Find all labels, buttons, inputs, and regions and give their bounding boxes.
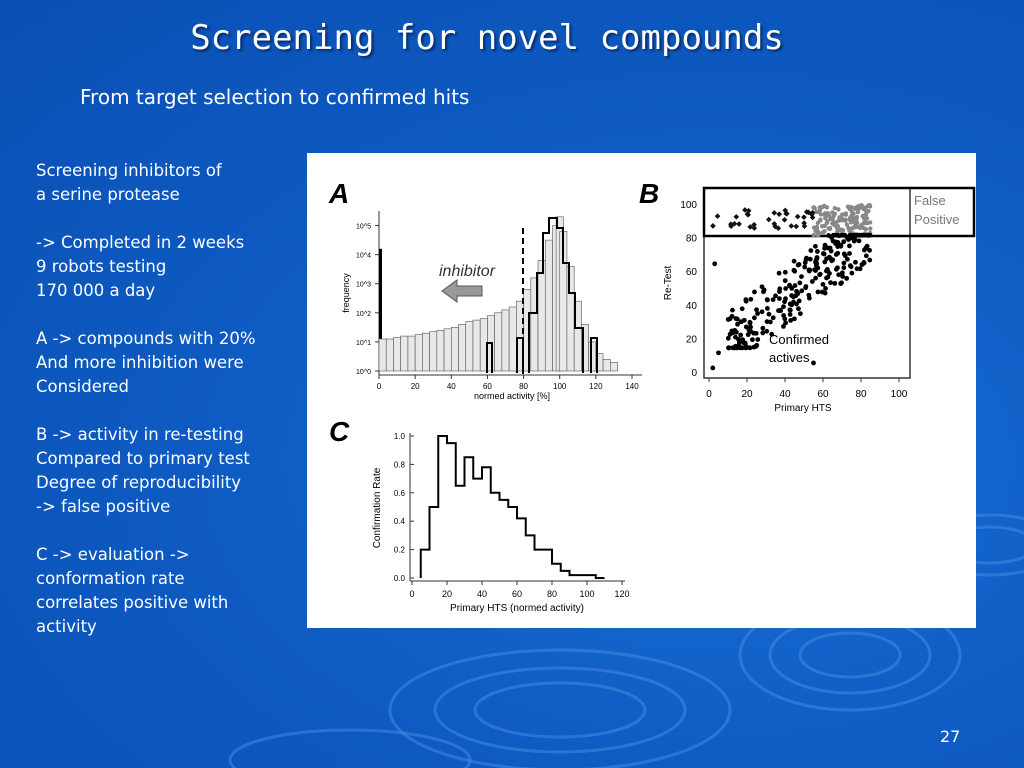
panel-b-point: [801, 214, 807, 220]
panel-b-point: [836, 272, 841, 277]
panel-b-point: [781, 313, 786, 318]
left-text-line: A -> compounds with 20%: [36, 329, 256, 348]
panel-b-point: [796, 263, 801, 268]
panel-b-point: [815, 266, 820, 271]
panel-b-point: [835, 240, 840, 245]
panel-b-point: [778, 308, 783, 313]
panel-b-point: [815, 249, 820, 254]
panel-b-point: [858, 266, 863, 271]
panel-a-xtick-label: 120: [589, 382, 603, 391]
panel-b-xtick-label: 60: [817, 389, 829, 400]
panel-b-point: [715, 213, 721, 219]
panel-b-point: [736, 221, 742, 227]
panel-b-point: [735, 322, 740, 327]
panel-b-point: [796, 306, 801, 311]
panel-b-point: [788, 307, 793, 312]
panel-b-point: [783, 286, 788, 291]
panel-a-xtick-label: 60: [482, 382, 492, 391]
panel-b-point: [849, 264, 854, 269]
panel-b-point: [733, 335, 738, 340]
panel-c-xlabel: Primary HTS (normed activity): [450, 603, 584, 614]
panel-b-point: [838, 244, 843, 249]
panel-b-xtick-label: 40: [779, 389, 791, 400]
panel-c-xtick-label: 0: [409, 589, 415, 599]
panel-a-ylabel: frequency: [341, 273, 351, 313]
panel-a-xtick-label: 40: [446, 382, 456, 391]
left-text-line: 170 000 a day: [36, 281, 156, 300]
panel-b-point: [846, 204, 850, 208]
panel-b-point: [799, 288, 804, 293]
panel-b-point: [844, 211, 848, 215]
panel-b-point: [743, 341, 748, 346]
panel-b-point: [795, 291, 800, 296]
panel-b-point: [802, 265, 807, 270]
panel-a-bar: [466, 322, 473, 371]
panel-b-point: [862, 233, 867, 238]
panel-b-point: [748, 321, 753, 326]
panel-b-point: [834, 267, 839, 272]
panel-b-point: [812, 233, 816, 237]
panel-b-point: [752, 290, 757, 295]
panel-b-xlabel: Primary HTS: [774, 403, 832, 414]
panel-b-point: [710, 223, 716, 229]
panel-b-point: [841, 265, 846, 270]
panel-b-point: [782, 299, 787, 304]
panel-b-point: [855, 215, 859, 219]
panel-b-point: [760, 331, 765, 336]
panel-b-ytick-label: 0: [691, 368, 697, 379]
left-text-line: And more inhibition were: [36, 353, 244, 372]
panel-b-point: [728, 316, 733, 321]
panel-b-point: [771, 315, 776, 320]
left-text-line: Screening inhibitors of: [36, 161, 222, 180]
panel-b-point: [760, 284, 765, 289]
panel-a-xtick-label: 100: [553, 382, 567, 391]
panel-b-point: [740, 306, 745, 311]
panel-b-point: [788, 312, 793, 317]
panel-b-point: [849, 271, 854, 276]
panel-b-point: [862, 221, 866, 225]
panel-b-point: [733, 214, 739, 220]
text-gap: [36, 207, 296, 231]
panel-b-point: [765, 306, 770, 311]
panel-b-point: [811, 361, 816, 366]
panel-b-point: [830, 257, 835, 262]
panel-b-point: [730, 308, 735, 313]
panel-a-ytick-label: 10^4: [356, 252, 371, 260]
panel-b-point: [825, 267, 830, 272]
confirmed-actives-label-2: actives: [769, 350, 810, 365]
panel-c-xtick-label: 60: [511, 589, 523, 599]
slide-title: Screening for novel compounds: [190, 18, 784, 58]
panel-b-point: [793, 224, 799, 230]
panel-b-point: [726, 336, 731, 341]
panel-b-point: [832, 281, 837, 286]
panel-b-point: [783, 270, 788, 275]
panel-c-ytick-label: 0.4: [393, 517, 405, 527]
panel-b-point: [797, 280, 802, 285]
panel-c-step-line: [421, 436, 605, 578]
panel-b-ytick-label: 100: [680, 200, 697, 211]
panel-b-point: [818, 218, 822, 222]
left-text-line: -> Completed in 2 weeks: [36, 233, 245, 252]
panel-a-bar: [408, 336, 415, 371]
panel-b-point: [744, 299, 749, 304]
panel-b-point: [838, 281, 843, 286]
left-text-line: Considered: [36, 377, 129, 396]
panel-a-bar: [538, 260, 545, 371]
panel-b-point: [765, 319, 770, 324]
panel-b-point: [850, 210, 854, 214]
panel-a-bar: [393, 338, 400, 371]
panel-b-point: [804, 257, 809, 262]
panel-b-point: [820, 290, 825, 295]
panel-b-point: [795, 214, 801, 220]
panel-b-point: [868, 226, 872, 230]
panel-a-xtick-label: 80: [519, 382, 529, 391]
panel-b-point: [726, 345, 731, 350]
panel-b-point: [750, 337, 755, 342]
panel-b-point: [752, 315, 757, 320]
page-number: 27: [940, 727, 961, 746]
panel-b-point: [791, 268, 796, 273]
panel-b-point: [845, 257, 850, 262]
left-text-line: C -> evaluation ->: [36, 545, 190, 564]
panel-b-point: [835, 224, 839, 228]
text-gap: [36, 303, 296, 327]
panel-b-point: [847, 244, 852, 249]
panel-b-point: [729, 329, 734, 334]
panel-a-bar: [473, 320, 480, 371]
panel-b-point: [738, 333, 743, 338]
panel-c-ytick-label: 0.6: [393, 488, 405, 498]
panel-b-xtick-label: 0: [706, 389, 712, 400]
panel-b-point: [816, 233, 820, 237]
panel-b-point: [820, 205, 824, 209]
panel-a-bar: [444, 329, 451, 371]
false-positive-label-1: False: [914, 193, 946, 208]
panel-b-point: [842, 252, 847, 257]
panel-a-bar: [459, 324, 466, 371]
panel-b-point: [767, 312, 772, 317]
panel-b-point: [712, 261, 717, 266]
panel-b-point: [827, 213, 831, 217]
panel-b-point: [792, 259, 797, 264]
panel-b-ytick-label: 20: [685, 334, 697, 346]
panel-b-point: [831, 239, 836, 244]
panel-b-point: [864, 227, 868, 231]
panel-b-point: [826, 233, 831, 238]
panel-b-point: [849, 214, 853, 218]
panel-b-point: [781, 304, 786, 309]
panel-b-point: [777, 286, 782, 291]
panel-a-bar: [502, 310, 509, 371]
panel-b-point: [789, 302, 794, 307]
panel-b-point: [868, 233, 873, 238]
panel-b-point: [816, 290, 821, 295]
panel-c-ytick-label: 0.0: [393, 574, 405, 583]
panel-b-point: [835, 251, 840, 256]
panel-b-point: [745, 345, 750, 350]
panel-b-ytick-label: 80: [685, 233, 697, 245]
panel-b-point: [828, 280, 833, 285]
panel-a-ytick-label: 10^1: [356, 339, 371, 347]
panel-b-point: [799, 274, 804, 279]
panel-b-point: [765, 298, 770, 303]
panel-b-point: [836, 207, 840, 211]
left-text-line: activity: [36, 617, 97, 636]
panel-b-point: [831, 221, 835, 225]
panel-b-point: [821, 282, 826, 287]
panel-b-point: [773, 293, 778, 298]
left-text-block: [36, 159, 296, 639]
panel-c-xtick-label: 120: [614, 589, 630, 599]
panel-b-point: [822, 246, 827, 251]
false-positive-label-2: Positive: [914, 212, 960, 227]
panel-b-point: [867, 258, 872, 263]
panel-b-xtick-label: 100: [890, 389, 908, 400]
panel-b-point: [860, 262, 865, 267]
panel-b-point: [836, 218, 840, 222]
left-text-line: a serine protease: [36, 185, 180, 204]
panel-a-annotation: inhibitor: [439, 263, 496, 280]
panel-b-point: [771, 210, 777, 216]
left-text-line: 9 robots testing: [36, 257, 167, 276]
panel-b-point: [868, 220, 872, 224]
panel-b-point: [810, 279, 815, 284]
confirmed-actives-label-1: Confirmed: [769, 332, 829, 347]
panel-b-point: [812, 206, 816, 210]
panel-b-point: [865, 244, 870, 249]
panel-b-point: [825, 275, 830, 280]
panel-b-point: [792, 316, 797, 321]
panel-a-bar: [386, 339, 393, 371]
panel-b-point: [853, 206, 857, 210]
panel-b-point: [844, 276, 849, 281]
panel-b-point: [747, 327, 752, 332]
panel-c-xtick-label: 80: [546, 589, 558, 599]
panel-c-ytick-label: 1.0: [393, 432, 405, 441]
panel-b-ytick-label: 60: [685, 267, 697, 279]
panel-b-point: [822, 260, 827, 265]
panel-b-point: [760, 326, 765, 331]
left-text-line: Degree of reproducibility: [36, 473, 242, 492]
panel-b-point: [845, 235, 850, 240]
panel-b-point: [748, 297, 753, 302]
panel-a-bar: [415, 335, 422, 371]
panel-b-point: [734, 316, 739, 321]
panel-b-point: [710, 366, 715, 371]
panel-a-bar: [610, 362, 617, 371]
panel-b-point: [866, 204, 870, 208]
panel-c-ylabel: Confirmation Rate: [372, 467, 383, 549]
panel-a-bar: [603, 359, 610, 371]
panel-b-point: [831, 233, 836, 238]
panel-a-bar: [451, 327, 458, 371]
panel-a-xlabel: normed activity [%]: [473, 391, 551, 401]
panel-b-point: [807, 268, 812, 273]
panel-b-point: [815, 226, 819, 230]
panel-c-xtick-label: 20: [441, 589, 453, 599]
figure-panel: [307, 153, 976, 628]
panel-b-point: [842, 261, 847, 266]
panel-b-point: [849, 220, 853, 224]
panel-b-point: [804, 284, 809, 289]
panel-a-ytick-label: 10^3: [356, 281, 371, 289]
panel-c-ytick-label: 0.2: [393, 545, 405, 555]
panel-b-point: [852, 239, 857, 244]
panel-a-bar: [509, 307, 516, 371]
left-text-line: correlates positive with: [36, 593, 229, 612]
panel-b-point: [742, 318, 747, 323]
panel-a-bar: [379, 339, 386, 371]
panel-b-point: [828, 226, 832, 230]
panel-b-point: [806, 293, 811, 298]
panel-b-point: [783, 278, 788, 283]
panel-a-bar: [401, 336, 408, 371]
panel-b-point: [866, 209, 870, 213]
panel-c-xtick-label: 40: [476, 589, 488, 599]
panel-b-point: [816, 210, 820, 214]
panel-b-point: [740, 345, 745, 350]
panel-b-point: [789, 286, 794, 291]
figure-svg: [307, 153, 976, 628]
panel-b-point: [798, 311, 803, 316]
panel-b-point: [841, 239, 846, 244]
left-text-line: Compared to primary test: [36, 449, 250, 468]
panel-b-point: [825, 205, 829, 209]
panel-c-xtick-label: 100: [579, 589, 595, 599]
left-text-line: B -> activity in re-testing: [36, 425, 244, 444]
panel-b-point: [797, 298, 802, 303]
panel-a-label: A: [329, 178, 350, 209]
panel-b-xtick-label: 80: [855, 389, 867, 400]
panel-a-ytick-label: 10^5: [356, 223, 371, 231]
panel-b-point: [847, 251, 852, 256]
panel-b-point: [789, 293, 794, 298]
text-gap: [36, 399, 296, 423]
panel-b-point: [754, 343, 759, 348]
panel-b-point: [733, 344, 738, 349]
panel-b-point: [856, 210, 860, 214]
panel-b-point: [755, 311, 760, 316]
panel-b-point: [737, 340, 742, 345]
panel-a-xtick-label: 0: [376, 382, 382, 391]
panel-b-point: [814, 261, 819, 266]
left-text-line: conformation rate: [36, 569, 185, 588]
panel-b-point: [859, 203, 863, 207]
panel-b-point: [751, 225, 757, 231]
panel-b-point: [825, 219, 829, 223]
panel-b-point: [777, 296, 782, 301]
panel-a-xtick-label: 20: [410, 382, 420, 391]
panel-b-point: [854, 222, 858, 226]
panel-b-ytick-label: 40: [685, 300, 697, 312]
panel-b-point: [821, 251, 826, 256]
panel-a-bar: [545, 240, 552, 371]
panel-a-xtick-label: 140: [625, 382, 639, 391]
panel-b-point: [760, 309, 765, 314]
panel-b-point: [751, 331, 756, 336]
panel-b-point: [808, 248, 813, 253]
left-text-line: -> false positive: [36, 497, 171, 516]
panel-b-point: [864, 253, 869, 258]
left-arrow-icon: [442, 280, 482, 302]
panel-b-point: [817, 272, 822, 277]
panel-b-point: [841, 233, 846, 238]
panel-b-point: [863, 212, 867, 216]
panel-a-bar: [495, 313, 502, 371]
panel-a-bar: [422, 333, 429, 371]
panel-b-point: [777, 271, 782, 276]
panel-c-ytick-label: 0.8: [393, 460, 405, 470]
panel-b-point: [848, 229, 852, 233]
panel-b-point: [755, 337, 760, 342]
panel-b-point: [853, 260, 858, 265]
panel-b-point: [821, 231, 825, 235]
panel-a-bar: [437, 330, 444, 371]
panel-a-ytick-label: 10^2: [356, 310, 371, 318]
panel-b-point: [776, 211, 782, 217]
panel-b-point: [813, 244, 818, 249]
panel-b-point: [766, 217, 772, 223]
panel-b-ylabel: Re-Test: [663, 265, 674, 301]
panel-b-point: [782, 217, 788, 223]
text-gap: [36, 519, 296, 543]
panel-b-label: B: [639, 178, 660, 209]
panel-b-point: [788, 223, 794, 229]
panel-b-xtick-label: 20: [741, 389, 753, 400]
panel-a-bar: [430, 332, 437, 371]
panel-b-point: [829, 249, 834, 254]
panel-a-bar: [589, 342, 596, 371]
panel-c-label: C: [329, 416, 350, 447]
panel-b-point: [823, 286, 828, 291]
panel-a-ytick-label: 10^0: [356, 369, 371, 376]
panel-b-point: [783, 320, 788, 325]
slide-subtitle: From target selection to confirmed hits: [80, 85, 470, 109]
panel-b-point: [823, 224, 827, 228]
panel-b-point: [716, 350, 721, 355]
